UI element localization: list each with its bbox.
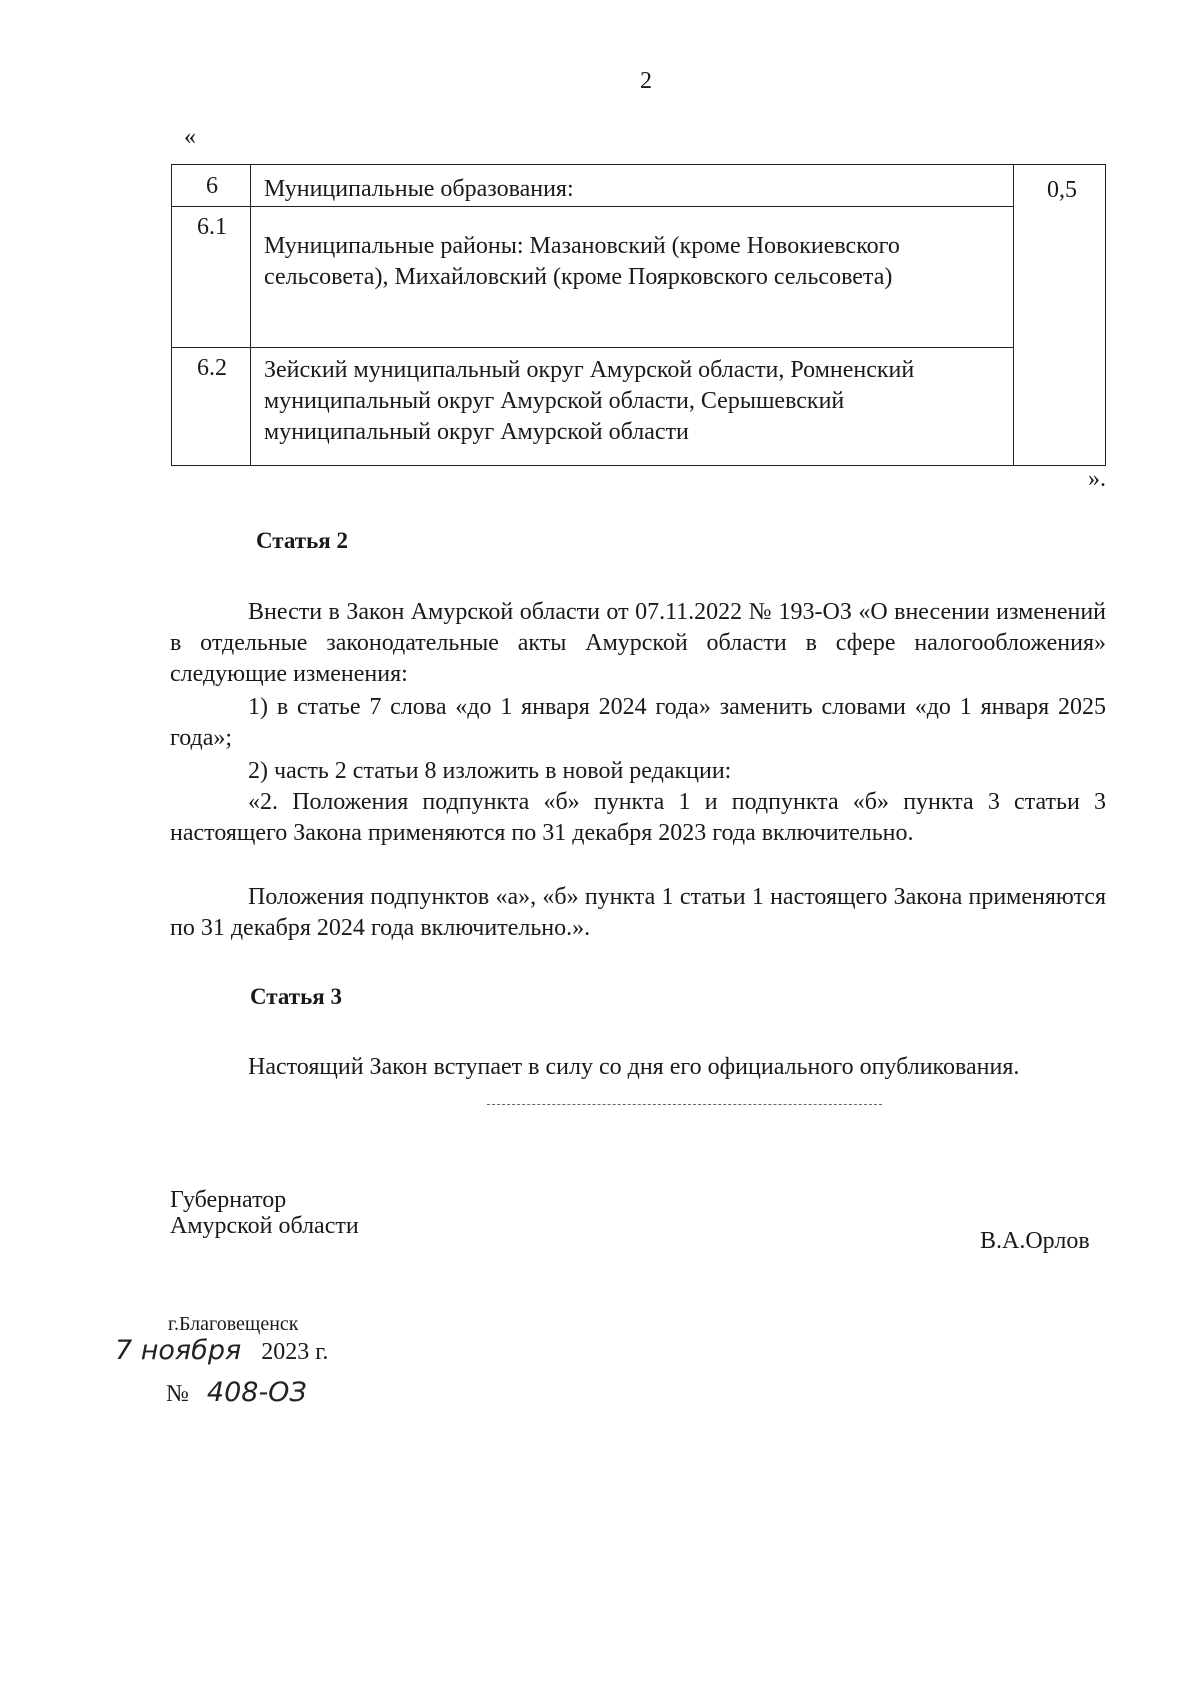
article-3-text: Настоящий Закон вступает в силу со дня его официального опубликования. xyxy=(248,1054,1020,1080)
place-of-signing: г.Благовещенск xyxy=(168,1313,299,1335)
article-2-item-1: 1) в статье 7 слова «до 1 января 2024 года» заменить словами «до 1 января 2025 года»; xyxy=(170,694,1106,751)
signatory-title-line-2: Амурской области xyxy=(170,1213,359,1239)
table-row-text: Муниципальные районы: Мазановский (кроме Новокиевского сельсовета), Михайловский (кроме Поярковского сельсовета) xyxy=(264,233,900,290)
table-row-divider xyxy=(172,206,1013,207)
number-sign: № xyxy=(166,1381,189,1407)
signing-year: 2023 г. xyxy=(261,1339,329,1365)
table-row-number: 6 xyxy=(206,173,218,199)
article-2-quoted-part-1: «2. Положения подпункта «б» пункта 1 и подпункта «б» пункта 3 статьи 3 настоящего Закона применяются по 31 декабря 2023 года включительно. xyxy=(170,789,1106,846)
signatory-title xyxy=(170,1187,359,1239)
signatory-title-line-1: Губернатор xyxy=(170,1187,287,1213)
page-number: 2 xyxy=(640,68,652,94)
opening-quote: « xyxy=(184,124,196,150)
table-row-divider xyxy=(172,347,1013,348)
article-2-item-2: 2) часть 2 статьи 8 изложить в новой редакции: xyxy=(248,758,732,784)
table-row-number: 6.1 xyxy=(197,214,227,240)
article-2-quoted-part-2: Положения подпунктов «а», «б» пункта 1 статьи 1 настоящего Закона применяются по 31 декабря 2024 года включительно.». xyxy=(170,884,1106,941)
table-column-divider xyxy=(1013,165,1014,465)
handwritten-law-number: 408-ОЗ xyxy=(206,1377,307,1408)
signing-date xyxy=(115,1335,328,1375)
table-row-text: Зейский муниципальный округ Амурской области, Ромненский муниципальный округ Амурской области, Серышевский муниципальный округ Амурской области xyxy=(264,357,915,445)
law-number xyxy=(166,1377,307,1408)
article-2-heading: Статья 2 xyxy=(256,528,348,553)
closing-quote: ». xyxy=(1088,466,1106,492)
table-column-divider xyxy=(250,165,251,465)
table-rate-value: 0,5 xyxy=(1047,177,1077,203)
signatory-name: В.А.Орлов xyxy=(980,1228,1090,1254)
amendment-table xyxy=(171,164,1106,466)
table-row-text: Муниципальные образования: xyxy=(264,176,574,202)
article-3-heading: Статья 3 xyxy=(250,984,342,1009)
table-row-number: 6.2 xyxy=(197,355,227,381)
article-2-intro: Внести в Закон Амурской области от 07.11.2022 № 193-ОЗ «О внесении изменений в отдельные законодательные акты Амурской области в сфере налогообложения» следующие изменения: xyxy=(170,599,1106,687)
handwritten-date: 7 ноября xyxy=(115,1335,242,1366)
dashed-line xyxy=(487,1104,882,1105)
